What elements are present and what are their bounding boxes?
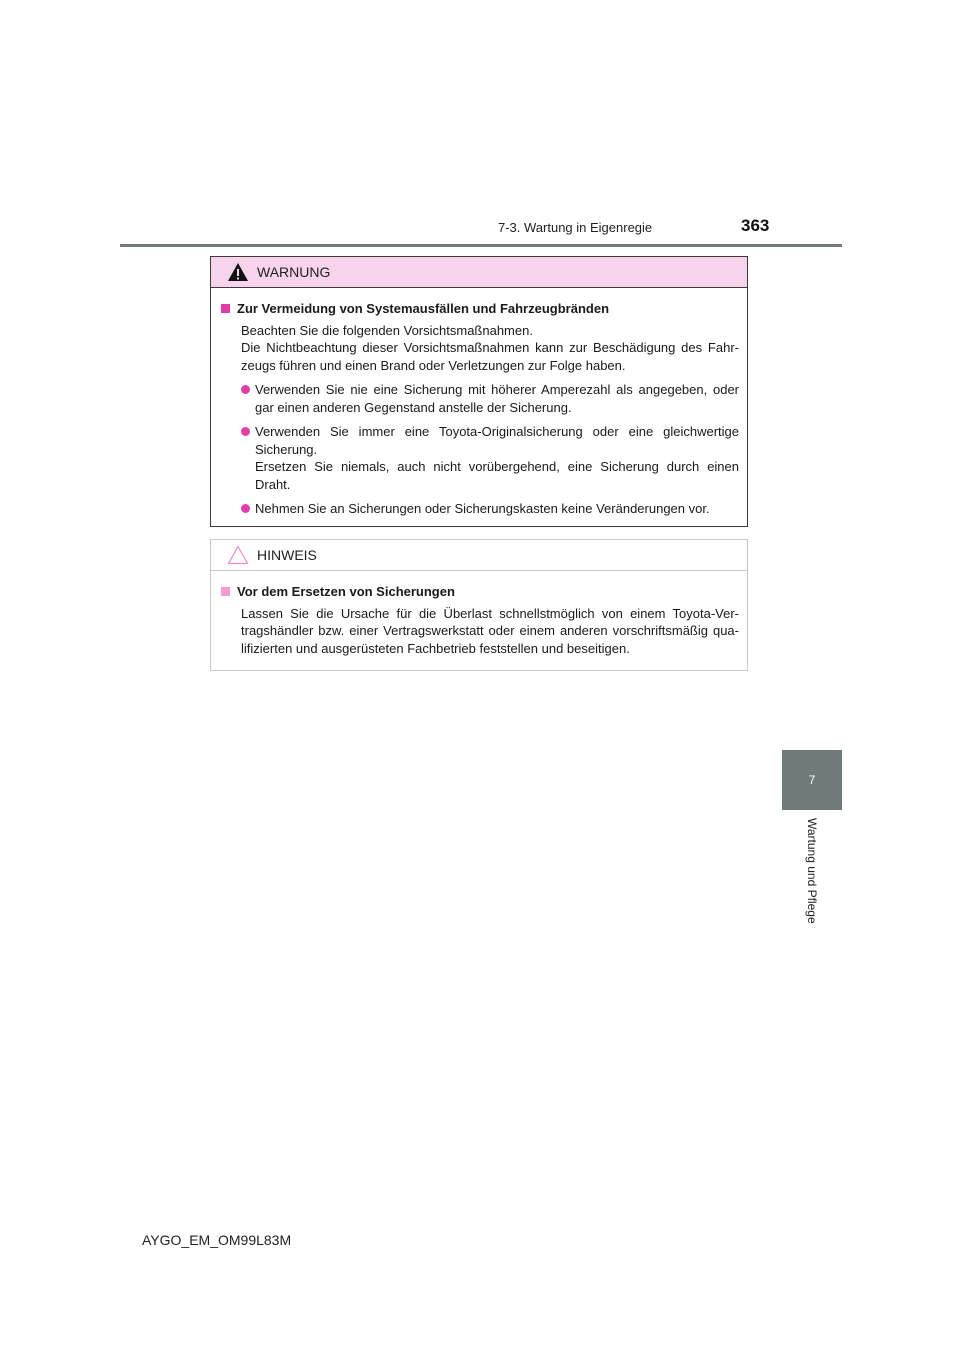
warning-bullet xyxy=(241,423,739,493)
square-bullet-icon xyxy=(221,304,230,313)
notice-box xyxy=(210,539,748,671)
running-header-section: 7-3. Wartung in Eigenregie xyxy=(498,220,653,235)
warning-intro-line: Beachten Sie die folgenden Vorsichtsmaßnahmen. xyxy=(241,322,533,338)
bullet-line: Nehmen Sie an Sicherungen oder Sicherungskasten keine Veränderungen vor. xyxy=(255,501,710,516)
warning-header xyxy=(211,257,747,288)
round-bullet-icon xyxy=(241,504,250,513)
document-code: AYGO_EM_OM99L83M xyxy=(142,1232,292,1248)
notice-heading: HINWEIS xyxy=(257,547,317,563)
round-bullet-icon xyxy=(241,427,250,436)
warning-triangle-filled-icon xyxy=(227,262,249,282)
round-bullet-icon xyxy=(241,385,250,394)
notice-section-title xyxy=(221,583,739,601)
warning-section-title xyxy=(221,300,739,318)
notice-text: Lassen Sie die Ursache für die Überlast schnellstmöglich von einem Toyota-Ver-tragshändler bzw. einer Vertragswerkstatt oder einem anderen vorschriftsmäßig qua-lifizierten und ausgerüsteten Fachbetrieb feststellen und beseitigen. xyxy=(241,605,739,656)
warning-intro xyxy=(241,322,739,375)
warning-heading: WARNUNG xyxy=(257,264,331,280)
warning-body xyxy=(211,288,747,518)
page-number: 363 xyxy=(741,216,770,235)
square-bullet-icon xyxy=(221,587,230,596)
chapter-label: Wartung und Pflege xyxy=(805,818,819,924)
warning-title-text: Zur Vermeidung von Systemausfällen und Fahrzeugbränden xyxy=(237,301,610,316)
warning-bullet xyxy=(241,381,739,416)
notice-header xyxy=(211,540,747,571)
warning-bullet xyxy=(241,500,739,518)
warning-box xyxy=(210,256,748,527)
notice-title-text: Vor dem Ersetzen von Sicherungen xyxy=(237,584,455,599)
warning-intro-line: Die Nichtbeachtung dieser Vorsichtsmaßnahmen kann zur Beschädigung des Fahr-zeugs führen und einen Brand oder Verletzungen zur Folge haben. xyxy=(241,340,739,373)
notice-body xyxy=(211,571,747,657)
bullet-line: Verwenden Sie immer eine Toyota-Originalsicherung oder eine gleichwertige Sicherung. xyxy=(255,424,739,457)
header-rule xyxy=(120,244,842,247)
bullet-line: Verwenden Sie nie eine Sicherung mit höherer Amperezahl als angegeben, oder gar einen anderen Gegenstand anstelle der Sicherung. xyxy=(255,382,739,415)
warning-triangle-outline-icon xyxy=(227,545,249,565)
bullet-line: Ersetzen Sie niemals, auch nicht vorübergehend, eine Sicherung durch einen Draht. xyxy=(255,459,739,492)
chapter-tab: 7 xyxy=(782,750,842,810)
